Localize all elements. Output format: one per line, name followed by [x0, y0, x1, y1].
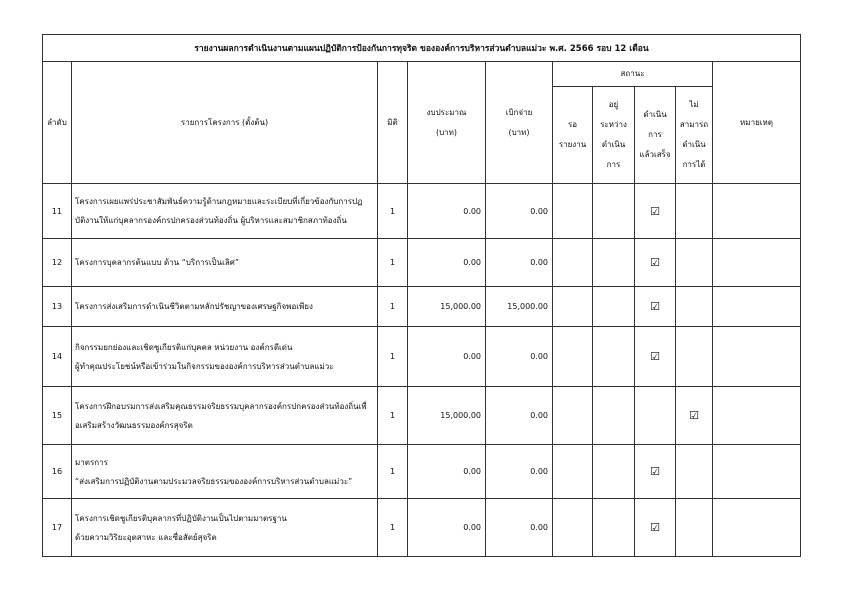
- row-remarks: [713, 387, 801, 445]
- header-status: สถานะ: [553, 62, 713, 87]
- row-project-name: [72, 499, 378, 557]
- row-remarks: [713, 184, 801, 239]
- row-project-line1: มาตรการ: [75, 457, 108, 467]
- status-unable-cell: [676, 184, 713, 239]
- row-project-name: [72, 239, 378, 287]
- status-done-cell: [635, 239, 676, 287]
- check-icon: ☑: [650, 300, 660, 313]
- check-icon: ☑: [650, 256, 660, 269]
- header-status-unable-l1: ไม่: [689, 100, 699, 109]
- header-seq: ลำดับ: [43, 62, 72, 184]
- check-icon: ☑: [650, 521, 660, 534]
- header-status-inprogress-l1: อยู่: [608, 100, 619, 109]
- status-unable-cell: [676, 287, 713, 327]
- row-project-name: [72, 327, 378, 387]
- row-budget: 0.00: [408, 499, 486, 557]
- row-remarks: [713, 499, 801, 557]
- status-done-cell: [635, 387, 676, 445]
- status-inprogress-cell: [593, 499, 635, 557]
- row-budget: 15,000.00: [408, 287, 486, 327]
- header-budget: [408, 62, 486, 184]
- row-project-name: [72, 184, 378, 239]
- status-inprogress-cell: [593, 287, 635, 327]
- table-row: [43, 184, 801, 239]
- status-inprogress-cell: [593, 387, 635, 445]
- row-budget: 0.00: [408, 445, 486, 499]
- status-waiting-cell: [553, 445, 593, 499]
- row-budget: 0.00: [408, 184, 486, 239]
- header-status-done-l2: การ: [648, 130, 662, 139]
- status-waiting-cell: [553, 184, 593, 239]
- header-status-waiting: [553, 87, 593, 184]
- report-table: [42, 34, 801, 557]
- row-dimension: 1: [378, 445, 408, 499]
- row-project-line1: โครงการเชิดชูเกียรติบุคลากรที่ปฏิบัติงานเป็นไปตามมาตรฐาน: [75, 513, 287, 523]
- row-project-line1: โครงการบุคลากรต้นแบบ ด้าน “บริการเป็นเลิศ”: [75, 258, 239, 267]
- header-disbursed: [486, 62, 553, 184]
- row-project-name: [72, 445, 378, 499]
- row-seq: 14: [43, 327, 72, 387]
- header-budget-label: งบประมาณ: [426, 107, 467, 117]
- header-status-inprogress-l3: ดำเนิน: [601, 140, 626, 149]
- status-unable-cell: [676, 387, 713, 445]
- check-icon: ☑: [689, 409, 699, 422]
- row-seq: 13: [43, 287, 72, 327]
- table-row: [43, 239, 801, 287]
- row-project-line2: อเสริมสร้างวัฒนธรรมองค์กรสุจริต: [75, 420, 193, 430]
- row-dimension: 1: [378, 327, 408, 387]
- status-unable-cell: [676, 499, 713, 557]
- header-status-inprogress-l2: ระหว่าง: [600, 120, 627, 129]
- header-status-waiting-l1: รอ: [567, 120, 578, 129]
- table-row: [43, 327, 801, 387]
- row-project-line2: “ส่งเสริมการปฏิบัติงานตามประมวลจริยธรรมขององค์การบริหารส่วนตำบลแม่วะ”: [75, 476, 353, 486]
- header-status-unable-l3: ดำเนิน: [682, 140, 706, 149]
- header-status-done-l3: แล้วเสร็จ: [639, 150, 671, 159]
- header-remarks: หมายเหตุ: [713, 62, 801, 184]
- status-waiting-cell: [553, 327, 593, 387]
- row-project-line1: โครงการฝึกอบรมการส่งเสริมคุณธรรมจริยธรรมบุคลากรองค์กรปกครองส่วนท้องถิ่นเพื่: [75, 401, 367, 411]
- row-remarks: [713, 239, 801, 287]
- table-row: [43, 445, 801, 499]
- status-done-cell: [635, 184, 676, 239]
- status-done-cell: [635, 445, 676, 499]
- status-inprogress-cell: [593, 327, 635, 387]
- header-status-inprogress: [593, 87, 635, 184]
- header-project: รายการโครงการ (ตั้งต้น): [72, 62, 378, 184]
- check-icon: ☑: [650, 350, 660, 363]
- header-dimension: มิติ: [378, 62, 408, 184]
- header-status-unable-l2: สามารถ: [679, 120, 709, 129]
- row-project-name: [72, 287, 378, 327]
- table-body: [43, 184, 801, 557]
- row-project-line1: กิจกรรมยกย่องและเชิดชูเกียรติแก่บุคคล หน่วยงาน องค์กรดีเด่น: [75, 342, 293, 352]
- row-disbursed: 0.00: [486, 327, 553, 387]
- row-project-line2: บัติงานให้แก่บุคลากรองค์กรปกครองส่วนท้องถิ่น ผู้บริหารและสมาชิกสภาท้องถิ่น: [75, 216, 347, 225]
- header-disbursed-unit: (บาท): [508, 127, 530, 137]
- status-unable-cell: [676, 239, 713, 287]
- status-done-cell: [635, 499, 676, 557]
- row-dimension: 1: [378, 387, 408, 445]
- row-project-line1: โครงการส่งเสริมการดำเนินชีวิตตามหลักปรัชญาของเศรษฐกิจพอเพียง: [75, 302, 313, 311]
- header-budget-unit: (บาท): [435, 127, 458, 137]
- status-waiting-cell: [553, 287, 593, 327]
- row-seq: 12: [43, 239, 72, 287]
- status-waiting-cell: [553, 387, 593, 445]
- row-seq: 15: [43, 387, 72, 445]
- row-disbursed: 15,000.00: [486, 287, 553, 327]
- table-row: [43, 499, 801, 557]
- status-inprogress-cell: [593, 445, 635, 499]
- row-dimension: 1: [378, 184, 408, 239]
- table-row: [43, 287, 801, 327]
- row-budget: 15,000.00: [408, 387, 486, 445]
- row-project-line2: ด้วยความวิริยะอุตสาหะ และซื่อสัตย์สุจริต: [75, 532, 217, 542]
- header-status-unable: [676, 87, 713, 184]
- status-unable-cell: [676, 445, 713, 499]
- status-inprogress-cell: [593, 239, 635, 287]
- status-waiting-cell: [553, 499, 593, 557]
- status-inprogress-cell: [593, 184, 635, 239]
- row-disbursed: 0.00: [486, 184, 553, 239]
- row-budget: 0.00: [408, 239, 486, 287]
- row-disbursed: 0.00: [486, 387, 553, 445]
- row-dimension: 1: [378, 499, 408, 557]
- header-status-done-l1: ดำเนิน: [643, 110, 667, 119]
- row-project-line1: โครงการเผยแพร่ประชาสัมพันธ์ความรู้ด้านกฎหมายและระเบียบที่เกี่ยวข้องกับการปฏ: [75, 197, 363, 206]
- header-status-unable-l4: การได้: [682, 160, 706, 169]
- row-seq: 11: [43, 184, 72, 239]
- header-disbursed-label: เบิกจ่าย: [505, 107, 533, 117]
- row-dimension: 1: [378, 239, 408, 287]
- header-status-done: [635, 87, 676, 184]
- row-project-line2: ผู้ทำคุณประโยชน์หรือเข้าร่วมในกิจกรรมขององค์การบริหารส่วนตำบลแม่วะ: [75, 361, 334, 371]
- row-disbursed: 0.00: [486, 499, 553, 557]
- row-dimension: 1: [378, 287, 408, 327]
- row-disbursed: 0.00: [486, 445, 553, 499]
- status-unable-cell: [676, 327, 713, 387]
- row-remarks: [713, 287, 801, 327]
- row-disbursed: 0.00: [486, 239, 553, 287]
- status-waiting-cell: [553, 239, 593, 287]
- report-title: รายงานผลการดำเนินงานตามแผนปฏิบัติการป้องกันการทุจริต ขององค์การบริหารส่วนตำบลแม่วะ พ.ศ. 2566 รอบ 12 เดือน: [43, 35, 801, 62]
- row-seq: 16: [43, 445, 72, 499]
- row-remarks: [713, 445, 801, 499]
- check-icon: ☑: [650, 204, 660, 218]
- row-budget: 0.00: [408, 327, 486, 387]
- status-done-cell: [635, 327, 676, 387]
- table-row: [43, 387, 801, 445]
- row-remarks: [713, 327, 801, 387]
- check-icon: ☑: [650, 465, 660, 478]
- status-done-cell: [635, 287, 676, 327]
- row-project-name: [72, 387, 378, 445]
- header-status-inprogress-l4: การ: [606, 160, 621, 169]
- header-status-waiting-l2: รายงาน: [558, 140, 587, 149]
- row-seq: 17: [43, 499, 72, 557]
